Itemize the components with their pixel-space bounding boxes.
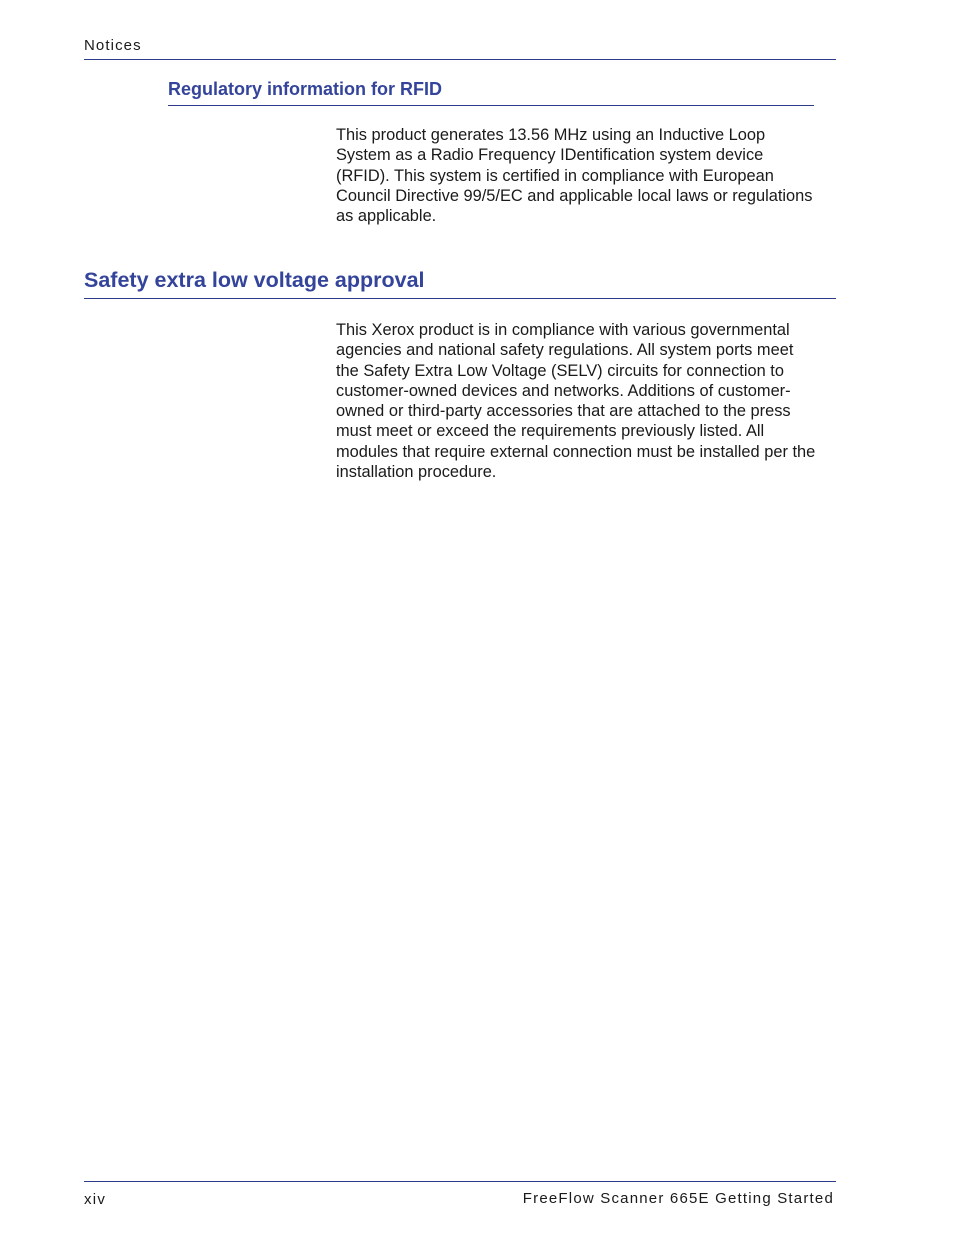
paragraph-line: owned or third-party accessories that are attached to the press [336, 402, 791, 421]
paragraph-line: This Xerox product is in compliance with various governmental [336, 321, 790, 339]
paragraph-line: System as a Radio Frequency IDentification system device [336, 146, 764, 165]
paragraph-line: This product generates 13.56 MHz using an Inductive Loop [336, 126, 766, 144]
rfid-heading-rule [168, 105, 814, 106]
rfid-paragraph [336, 125, 836, 226]
paragraph-line: installation procedure. [336, 463, 497, 482]
paragraph-line: the Safety Extra Low Voltage (SELV) circuits for connection to [336, 361, 784, 380]
selv-heading-rule [84, 298, 836, 299]
paragraph-line: as applicable. [336, 207, 437, 226]
paragraph-line: modules that require external connection must be installed per the [336, 442, 816, 461]
paragraph-line: agencies and national safety regulations. All system ports meet [336, 341, 794, 360]
header-rule [84, 59, 836, 60]
paragraph-line: must meet or exceed the requirements previously listed. All [336, 422, 765, 441]
paragraph-line: Council Directive 99/5/EC and applicable local laws or regulations [336, 186, 813, 205]
selv-paragraph [336, 320, 836, 482]
selv-heading: Safety extra low voltage approval [84, 268, 425, 292]
document-title: FreeFlow Scanner 665E Getting Started [522, 1190, 834, 1207]
running-header: Notices [84, 37, 142, 54]
paragraph-line: (RFID). This system is certified in compliance with European [336, 166, 774, 185]
footer-rule [84, 1181, 836, 1182]
rfid-heading: Regulatory information for RFID [168, 79, 442, 99]
page-number: xiv [84, 1191, 107, 1208]
paragraph-line: customer-owned devices and networks. Additions of customer- [336, 381, 791, 400]
